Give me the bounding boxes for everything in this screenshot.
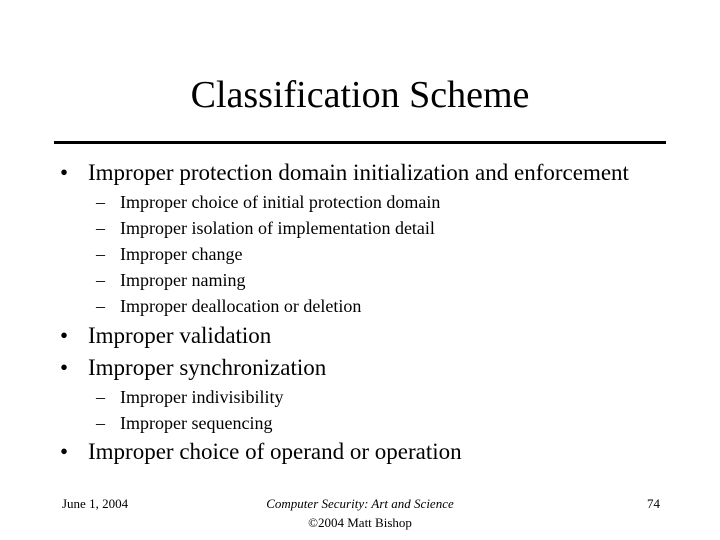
bullet-marker: • — [60, 160, 69, 185]
dash-marker: – — [96, 387, 105, 407]
bullet-text: Improper protection domain initialization and enforcement — [88, 160, 629, 185]
sub-item-text: Improper isolation of implementation detail — [120, 218, 435, 238]
sub-item-text: Improper sequencing — [120, 413, 273, 433]
title-divider — [54, 141, 666, 144]
dash-marker: – — [96, 270, 105, 290]
bullet-text: Improper choice of operand or operation — [88, 439, 462, 464]
footer-course-info — [220, 494, 500, 532]
footer-copyright: ©2004 Matt Bishop — [308, 515, 412, 530]
dash-marker: – — [96, 218, 105, 238]
page-number: 74 — [647, 496, 660, 511]
sub-item-text: Improper naming — [120, 270, 246, 290]
footer-date: June 1, 2004 — [62, 496, 129, 511]
dash-marker: – — [96, 192, 105, 212]
bullet-marker: • — [60, 355, 69, 380]
bullet-marker: • — [60, 323, 69, 348]
sub-item-text: Improper deallocation or deletion — [120, 296, 362, 316]
dash-marker: – — [96, 244, 105, 264]
bullet-marker: • — [60, 439, 69, 464]
bullet-text: Improper validation — [88, 323, 272, 348]
sub-item-text: Improper change — [120, 244, 243, 264]
dash-marker: – — [96, 296, 105, 316]
slide-title: Classification Scheme — [190, 74, 530, 116]
sub-item-text: Improper choice of initial protection domain — [120, 192, 441, 212]
footer-course-title: Computer Security: Art and Science — [266, 496, 454, 511]
dash-marker: – — [96, 413, 105, 433]
bullet-text: Improper synchronization — [88, 355, 327, 380]
sub-item-text: Improper indivisibility — [120, 387, 284, 407]
